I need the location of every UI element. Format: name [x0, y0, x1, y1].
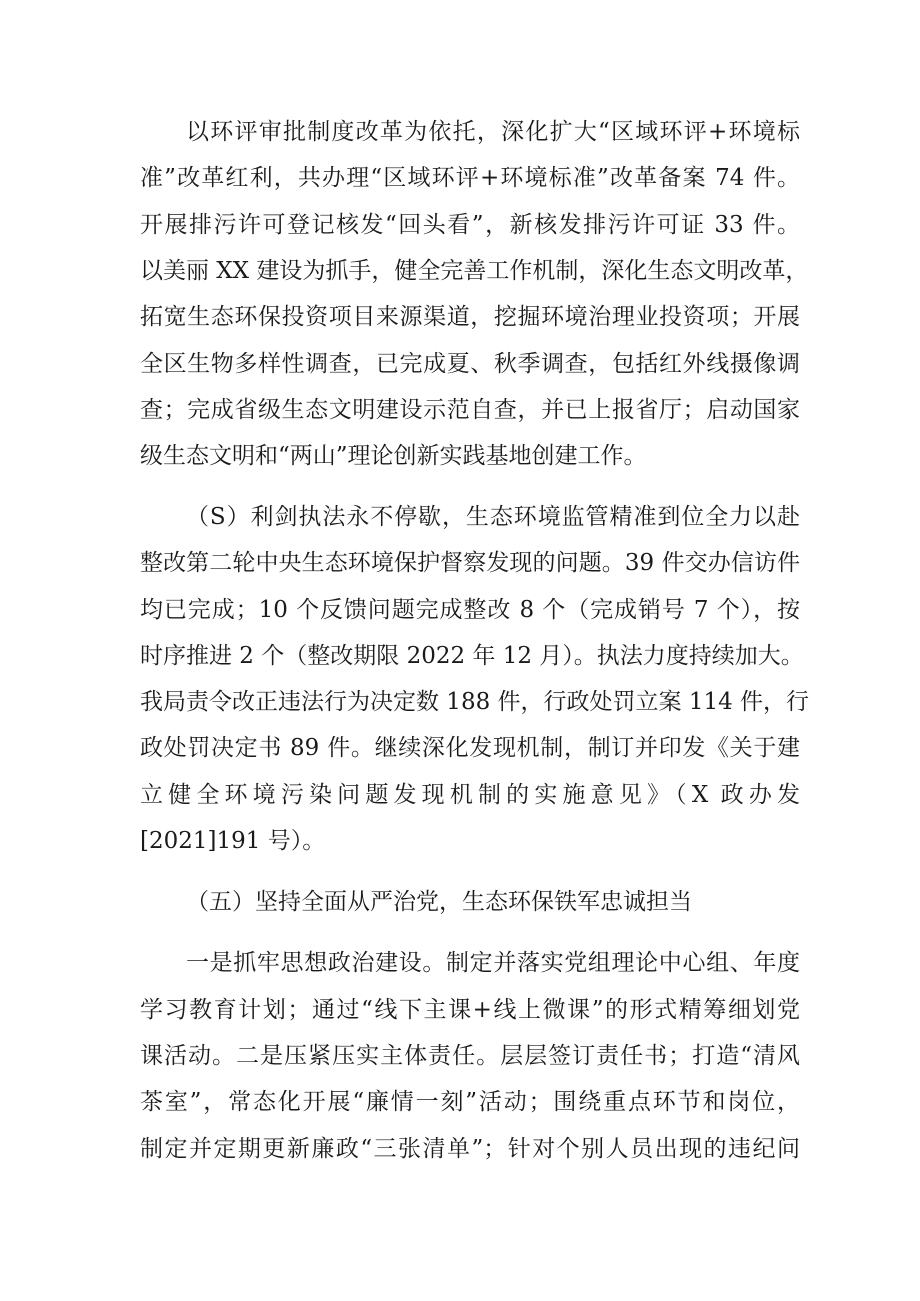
paragraph-line: 以美丽 XX 建设为抓手，健全完善工作机制，深化生态文明改革，	[140, 258, 809, 284]
paragraph-line: 一是抓牢思想政治建设。制定并落实党组理论中心组、年度	[186, 950, 800, 976]
paragraph-line: 均已完成；10 个反馈问题完成整改 8 个（完成销号 7 个），按	[140, 597, 800, 623]
paragraph-line: 拓宽生态环保投资项目来源渠道，挖掘环境治理业投资项；开展	[140, 304, 800, 330]
section-heading: （五）坚持全面从严治党，生态环保铁军忠诚担当	[186, 889, 692, 915]
section-heading-line: （S）利剑执法永不停歇，生态环境监管精准到位全力以赴	[186, 504, 800, 530]
paragraph-line: 立健全环境污染问题发现机制的实施意见》（X 政办发	[140, 782, 800, 808]
paragraph-line: 查；完成省级生态文明建设示范自查，并已上报省厅；启动国家	[140, 397, 800, 423]
paragraph-line: 时序推进 2 个（整改期限 2022 年 12 月）。执法力度持续加大。	[140, 643, 804, 669]
paragraph-line: 课活动。二是压紧压实主体责任。层层签订责任书；打造“清风	[140, 1043, 800, 1069]
paragraph-line: 制定并定期更新廉政“三张清单”；针对个别人员出现的违纪问	[140, 1136, 800, 1162]
paragraph-line: 我局责令改正违法行为决定数 188 件，行政处罚立案 114 件，行	[140, 689, 810, 715]
paragraph-line: 全区生物多样性调查，已完成夏、秋季调查，包括红外线摄像调	[140, 351, 800, 377]
paragraph-line: 学习教育计划；通过“线下主课+线上微课”的形式精筹细划党	[140, 997, 800, 1023]
paragraph-line: 以环评审批制度改革为依托，深化扩大“区域环评+环境标	[186, 119, 800, 145]
paragraph-line: 准”改革红利，共办理“区域环评+环境标准”改革备案 74 件。	[140, 165, 800, 191]
paragraph-line: 级生态文明和“两山”理论创新实践基地创建工作。	[140, 443, 647, 469]
paragraph-line: 整改第二轮中央生态环境保护督察发现的问题。39 件交办信访件	[140, 550, 800, 576]
paragraph-line: [2021]191 号）。	[140, 828, 326, 854]
paragraph-line: 茶室”，常态化开展“廉情一刻”活动；围绕重点环节和岗位，	[140, 1089, 800, 1115]
paragraph-line: 开展排污许可登记核发“回头看”，新核发排污许可证 33 件。	[140, 212, 800, 238]
paragraph-line: 政处罚决定书 89 件。继续深化发现机制，制订并印发《关于建	[140, 735, 800, 761]
